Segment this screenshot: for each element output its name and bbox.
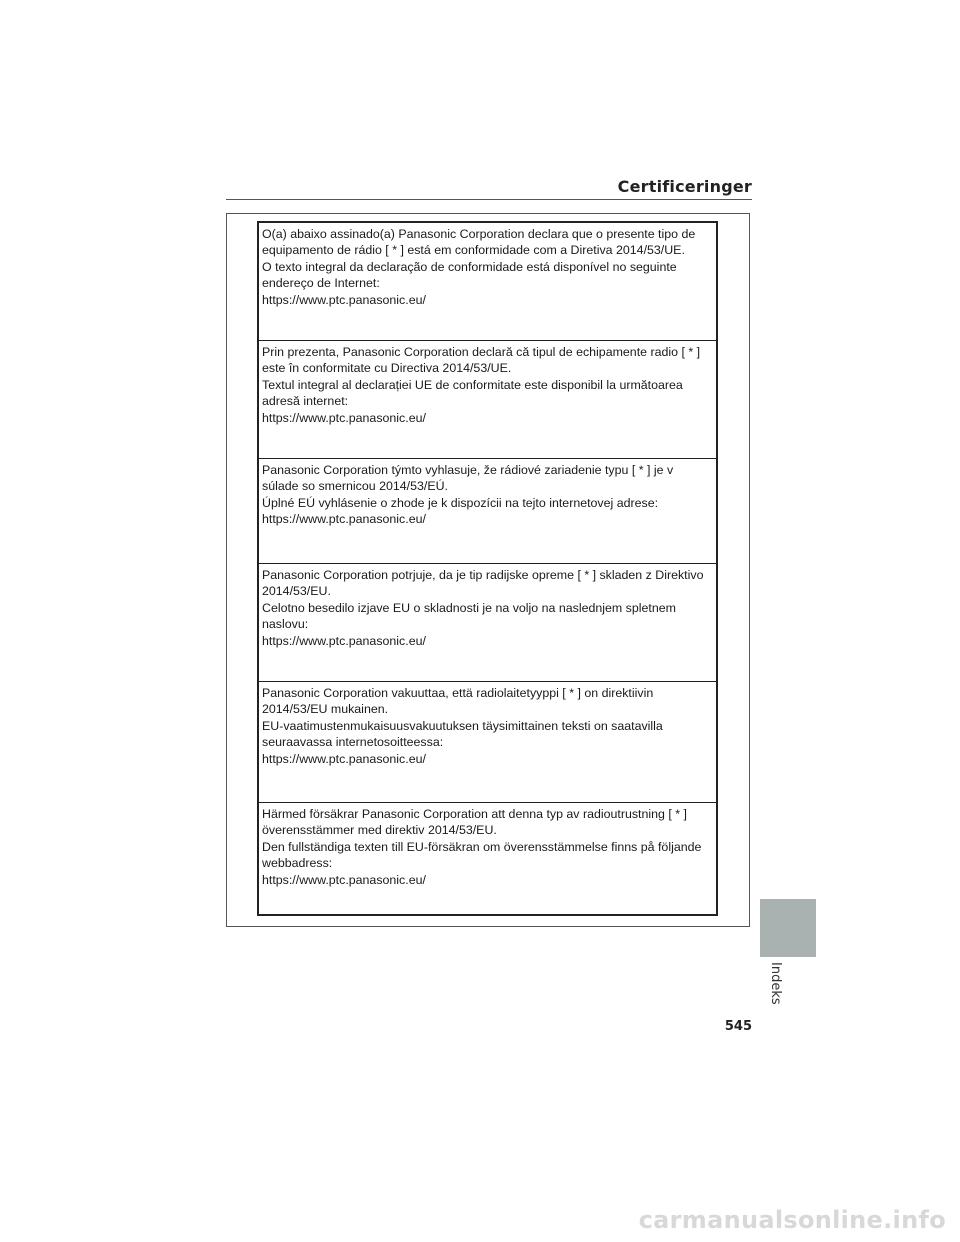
declaration-line: Panasonic Corporation potrjuje, da je tip radijske opreme [ * ] skladen z Direktivo bbox=[262, 568, 704, 582]
page-number: 545 bbox=[724, 1019, 752, 1034]
declaration-line: Härmed försäkrar Panasonic Corporation att denna typ av radioutrustning [ * ] bbox=[262, 807, 687, 821]
declaration-line: överensstämmer med direktiv 2014/53/EU. bbox=[262, 823, 497, 838]
declaration-slovak bbox=[259, 458, 716, 563]
declaration-swedish bbox=[259, 802, 716, 914]
declaration-line: Panasonic Corporation vakuuttaa, että radiolaitetyyppi [ * ] on direktiivin bbox=[262, 686, 654, 700]
declaration-line: 2014/53/EU. bbox=[262, 584, 331, 599]
declaration-url: https://www.ptc.panasonic.eu/ bbox=[262, 872, 426, 887]
declaration-url: https://www.ptc.panasonic.eu/ bbox=[262, 292, 426, 307]
declaration-line: Panasonic Corporation týmto vyhlasuje, že rádiové zariadenie typu [ * ] je v bbox=[262, 463, 674, 477]
declaration-line: EU-vaatimustenmukaisuusvakuutuksen täysimittainen teksti on saatavilla bbox=[262, 718, 663, 733]
declaration-line: seuraavassa internetosoitteessa: bbox=[262, 735, 444, 750]
declaration-url: https://www.ptc.panasonic.eu/ bbox=[262, 751, 426, 766]
declaration-line: equipamento de rádio [ * ] está em conformidade com a Diretiva 2014/53/UE. bbox=[262, 243, 685, 258]
index-tab-label: Indeks bbox=[768, 962, 783, 1005]
declaration-line: Den fullständiga texten till EU-försäkran om överensstämmelse finns på följande bbox=[262, 839, 702, 854]
declaration-line: Celotno besedilo izjave EU o skladnosti je na voljo na naslednjem spletnem bbox=[262, 600, 676, 615]
declaration-line: adresă internet: bbox=[262, 394, 349, 409]
declaration-url: https://www.ptc.panasonic.eu/ bbox=[262, 512, 426, 527]
declaration-line: Prin prezenta, Panasonic Corporation declară că tipul de echipamente radio [ * ] bbox=[262, 345, 701, 359]
declaration-line: webbadress: bbox=[262, 856, 333, 871]
declaration-slovenian bbox=[259, 563, 716, 681]
declaration-line: este în conformitate cu Directiva 2014/53/UE. bbox=[262, 361, 512, 376]
declaration-line: 2014/53/EU mukainen. bbox=[262, 702, 389, 717]
declaration-line: Textul integral al declarației UE de conformitate este disponibil la următoarea bbox=[262, 377, 683, 392]
section-title: Certificeringer bbox=[617, 177, 752, 196]
declaration-romanian bbox=[259, 340, 716, 458]
declaration-finnish bbox=[259, 681, 716, 802]
watermark: carmanualsonline.info bbox=[638, 1206, 946, 1234]
declaration-line: naslovu: bbox=[262, 617, 309, 632]
declaration-line: O(a) abaixo assinado(a) Panasonic Corporation declara que o presente tipo de bbox=[262, 227, 696, 241]
declaration-line: Úplné EÚ vyhlásenie o zhode je k dispozícii na tejto internetovej adrese: bbox=[262, 495, 659, 510]
index-tab[interactable] bbox=[760, 899, 816, 957]
declaration-table bbox=[257, 221, 718, 916]
declaration-line: O texto integral da declaração de conformidade está disponível no seguinte bbox=[262, 259, 677, 274]
declaration-url: https://www.ptc.panasonic.eu/ bbox=[262, 633, 426, 648]
declaration-line: súlade so smernicou 2014/53/EÚ. bbox=[262, 479, 448, 494]
declaration-line: endereço de Internet: bbox=[262, 276, 380, 291]
header-rule bbox=[226, 199, 752, 200]
declaration-portuguese bbox=[259, 223, 716, 340]
declaration-url: https://www.ptc.panasonic.eu/ bbox=[262, 410, 426, 425]
